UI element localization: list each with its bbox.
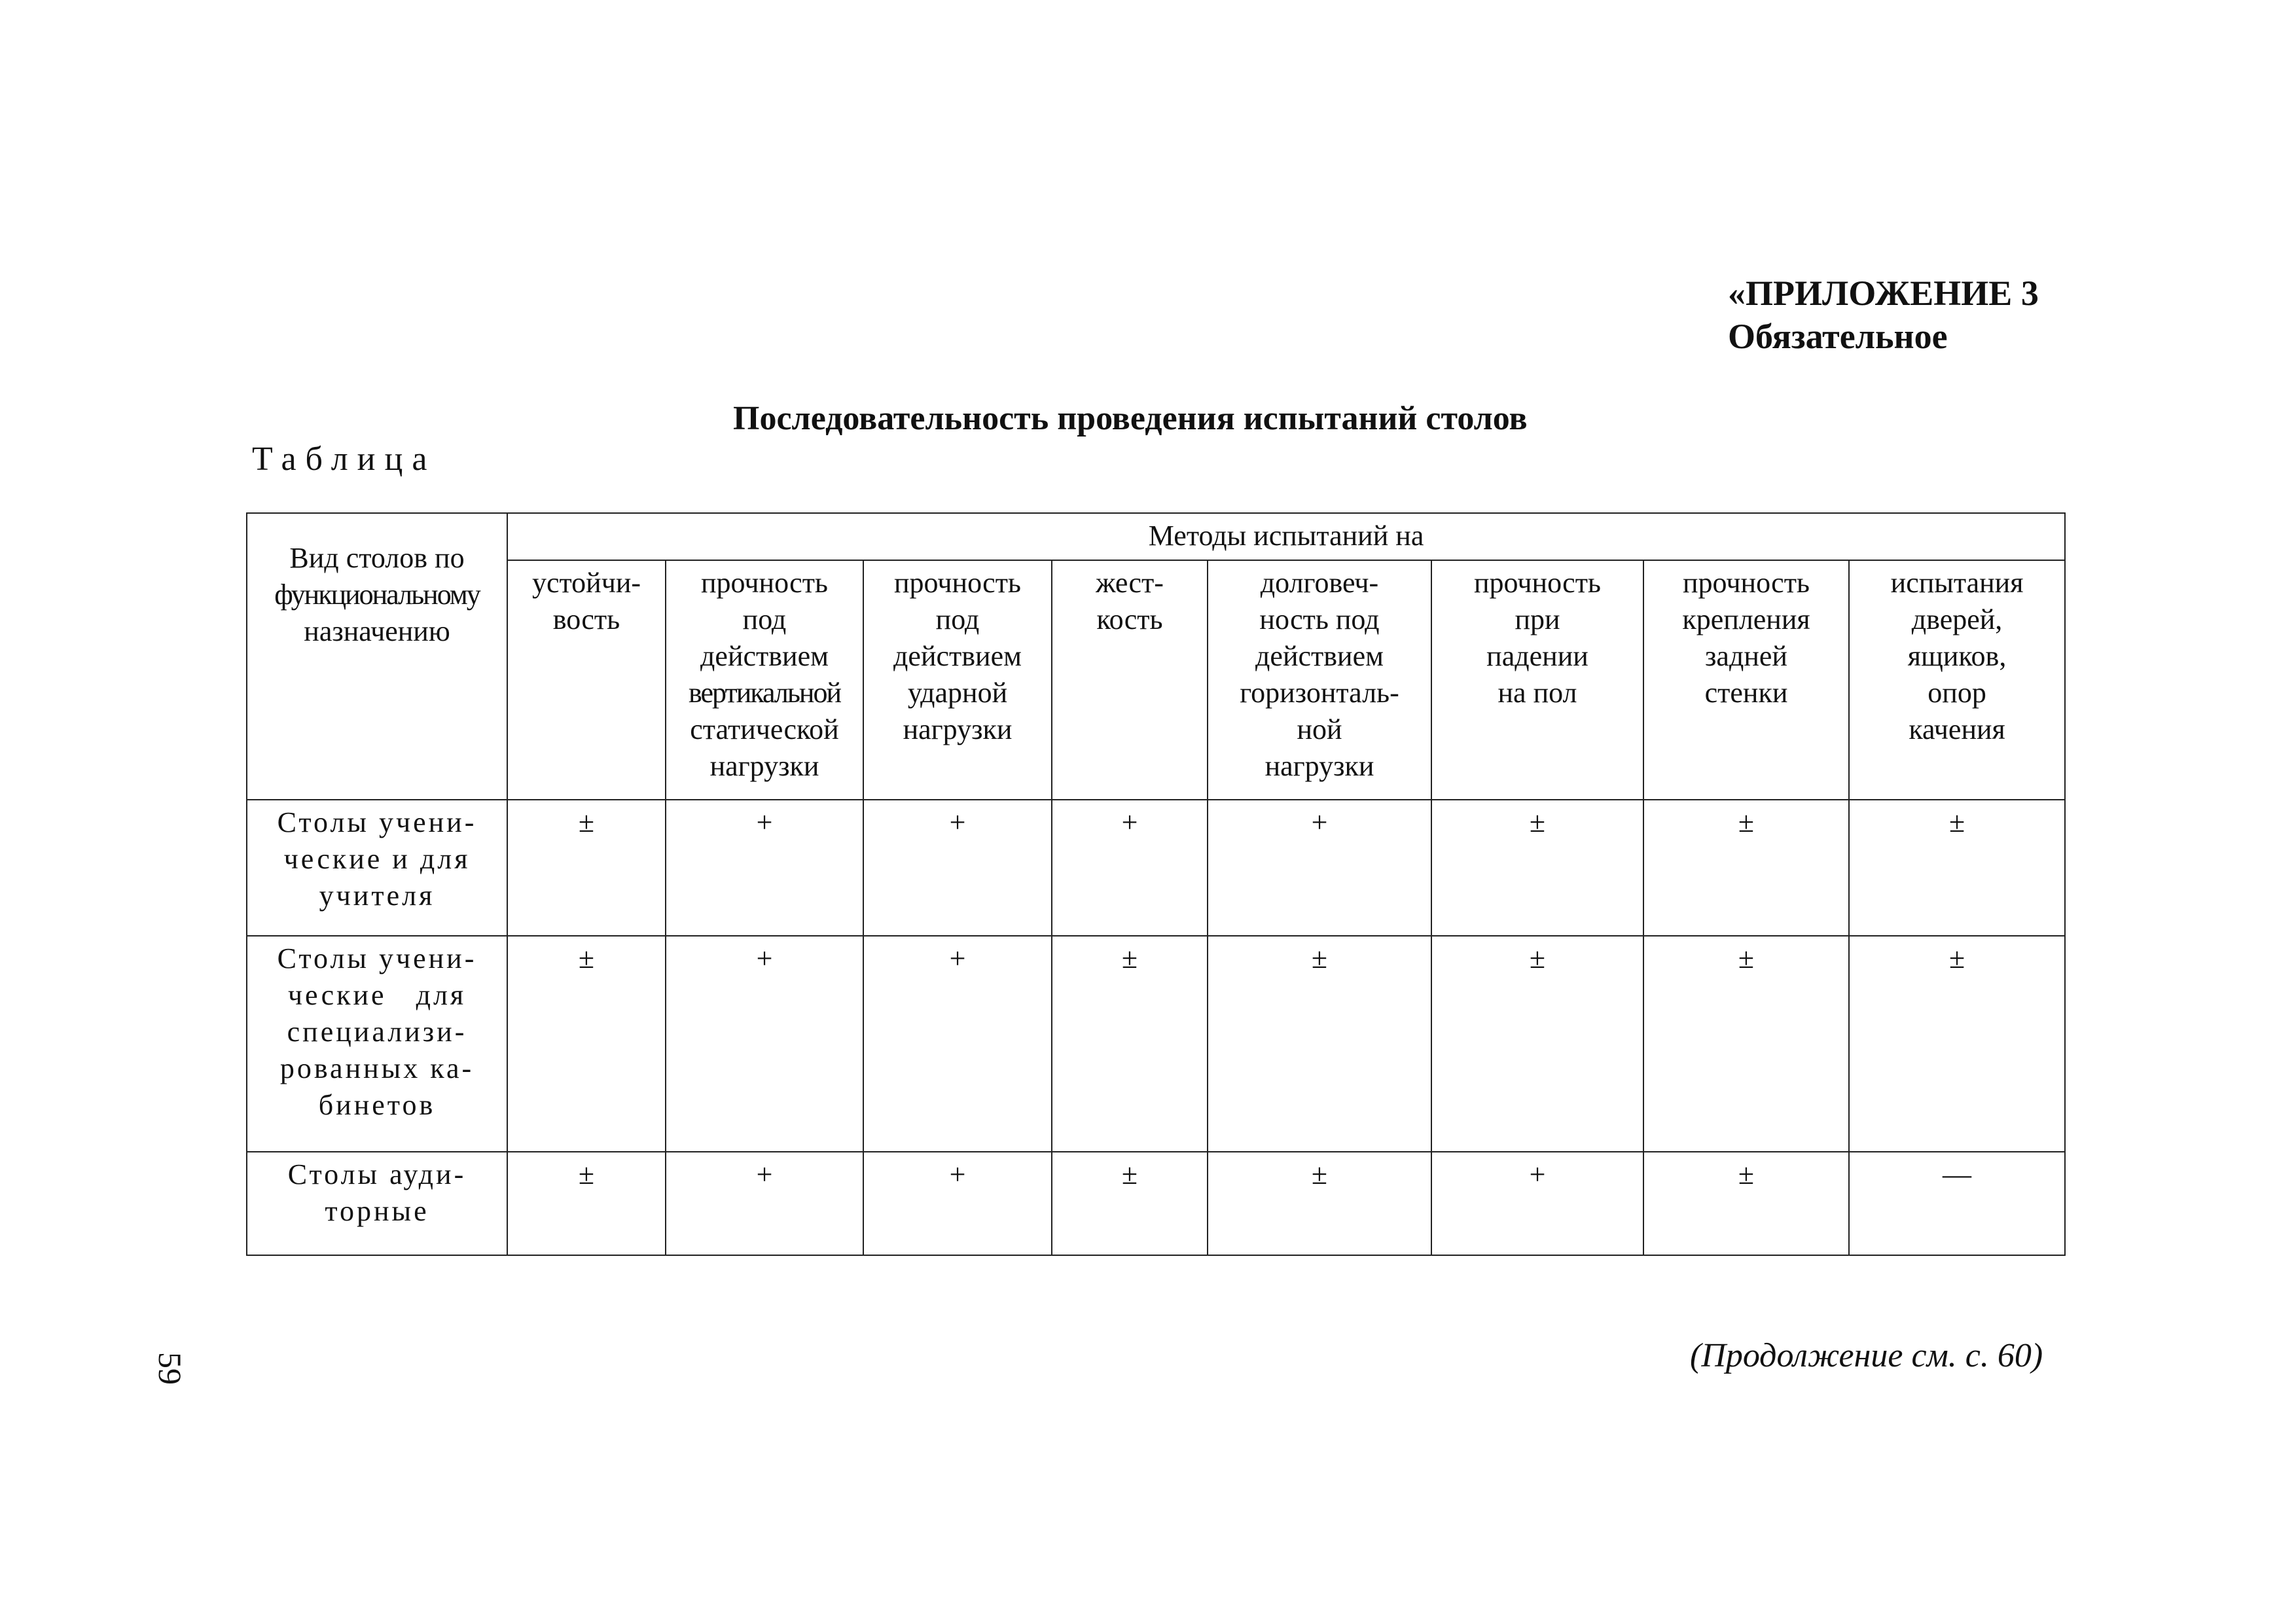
column-header-line: прочность: [893, 567, 1021, 599]
column-header-line: качения: [1909, 713, 2005, 745]
value-cell: ±: [507, 936, 666, 1152]
column-header-line: жест-: [1096, 567, 1164, 599]
continuation-note: (Продолжение см. с. 60): [1690, 1337, 2043, 1374]
value-cell: —: [1849, 1152, 2065, 1255]
row-name-line: рованных ка-: [279, 1052, 475, 1084]
column-header-line: испытания: [1890, 567, 2024, 599]
table-row: [247, 936, 2065, 1152]
test-sequence-table: [246, 512, 2066, 1256]
value-cell: ±: [1643, 800, 1849, 936]
column-header: [1052, 560, 1208, 800]
column-header-line: прочность: [1682, 567, 1810, 599]
value-cell: ±: [1643, 936, 1849, 1152]
column-header-line: нагрузки: [1265, 750, 1374, 782]
value-cell: ±: [507, 1152, 666, 1255]
appendix-status: Обязательное: [1728, 317, 1948, 356]
column-header-line: на пол: [1498, 677, 1577, 709]
column-header-line: ность под: [1259, 603, 1380, 635]
row-name-line: ческие и для: [283, 843, 471, 875]
column-header-line: под: [742, 603, 787, 635]
value-cell: ±: [1208, 936, 1431, 1152]
column-header-line: кость: [1096, 603, 1163, 635]
column-header-line: задней: [1705, 640, 1787, 672]
row-name-line: специализи-: [287, 1016, 467, 1048]
value-cell: +: [666, 1152, 863, 1255]
value-cell: +: [1052, 800, 1208, 936]
value-cell: +: [1208, 800, 1431, 936]
column-header-line: крепления: [1682, 603, 1810, 635]
row-name-cell: [247, 1152, 507, 1255]
column-header-line: нагрузки: [903, 713, 1013, 745]
value-cell: ±: [1431, 936, 1643, 1152]
row-name-line: Столы учени-: [277, 806, 477, 838]
column-header-line: прочность: [700, 567, 828, 599]
value-cell: +: [863, 800, 1052, 936]
row-name-line: торные: [325, 1195, 429, 1227]
column-header-line: дверей,: [1911, 603, 2003, 635]
column-header-line: прочность: [1473, 567, 1601, 599]
value-cell: +: [1431, 1152, 1643, 1255]
table-row: [247, 1152, 2065, 1255]
value-cell: +: [666, 936, 863, 1152]
column-header-line: горизонталь-: [1240, 677, 1399, 709]
column-header-line: вость: [552, 603, 620, 635]
value-cell: ±: [507, 800, 666, 936]
row-name-cell: [247, 800, 507, 936]
document-title: Последовательность проведения испытаний столов: [733, 400, 1528, 437]
value-cell: +: [666, 800, 863, 936]
column-header-line: падении: [1486, 640, 1588, 672]
column-header: [507, 560, 666, 800]
column-header: [1849, 560, 2065, 800]
column-header: [1208, 560, 1431, 800]
row-name-line: ческие для: [287, 979, 467, 1011]
value-cell: +: [863, 1152, 1052, 1255]
appendix-title: «ПРИЛОЖЕНИЕ 3: [1728, 274, 2039, 313]
row-header-line: Вид столов по: [289, 542, 465, 574]
column-header: [1431, 560, 1643, 800]
column-header-line: действием: [700, 640, 829, 672]
column-header-line: статической: [690, 713, 839, 745]
value-cell: ±: [1431, 800, 1643, 936]
value-cell: ±: [1849, 800, 2065, 936]
column-header-line: ной: [1297, 713, 1342, 745]
column-header-line: устойчи-: [531, 567, 641, 599]
row-name-line: бинетов: [318, 1089, 436, 1121]
table-row: [247, 800, 2065, 936]
value-cell: ±: [1052, 936, 1208, 1152]
column-header-line: ящиков,: [1907, 640, 2007, 672]
column-header-line: под: [935, 603, 980, 635]
row-name-line: Столы учени-: [277, 942, 477, 974]
column-header-line: действием: [1255, 640, 1384, 672]
row-name-line: учителя: [319, 880, 435, 912]
appendix-header: [1728, 272, 2039, 358]
table-label: Таблица: [252, 440, 437, 478]
column-header-line: при: [1515, 603, 1560, 635]
value-cell: ±: [1849, 936, 2065, 1152]
column-header-line: долговеч-: [1260, 567, 1379, 599]
row-header-cell: [247, 513, 507, 800]
row-name-line: Столы ауди-: [287, 1158, 467, 1190]
column-header: [863, 560, 1052, 800]
column-header: [666, 560, 863, 800]
column-header-line: опор: [1928, 677, 1986, 709]
column-header-line: ударной: [907, 677, 1008, 709]
row-header-line: назначению: [304, 615, 450, 647]
group-header: Методы испытаний на: [507, 513, 2065, 560]
value-cell: ±: [1052, 1152, 1208, 1255]
column-header-line: нагрузки: [709, 750, 819, 782]
value-cell: +: [863, 936, 1052, 1152]
column-header-line: вертикальной: [689, 677, 840, 709]
row-header-line: функциональному: [274, 579, 480, 611]
column-header: [1643, 560, 1849, 800]
page-number: 59: [152, 1352, 188, 1385]
column-header-line: стенки: [1704, 677, 1788, 709]
value-cell: ±: [1208, 1152, 1431, 1255]
value-cell: ±: [1643, 1152, 1849, 1255]
row-name-cell: [247, 936, 507, 1152]
column-header-line: действием: [893, 640, 1022, 672]
